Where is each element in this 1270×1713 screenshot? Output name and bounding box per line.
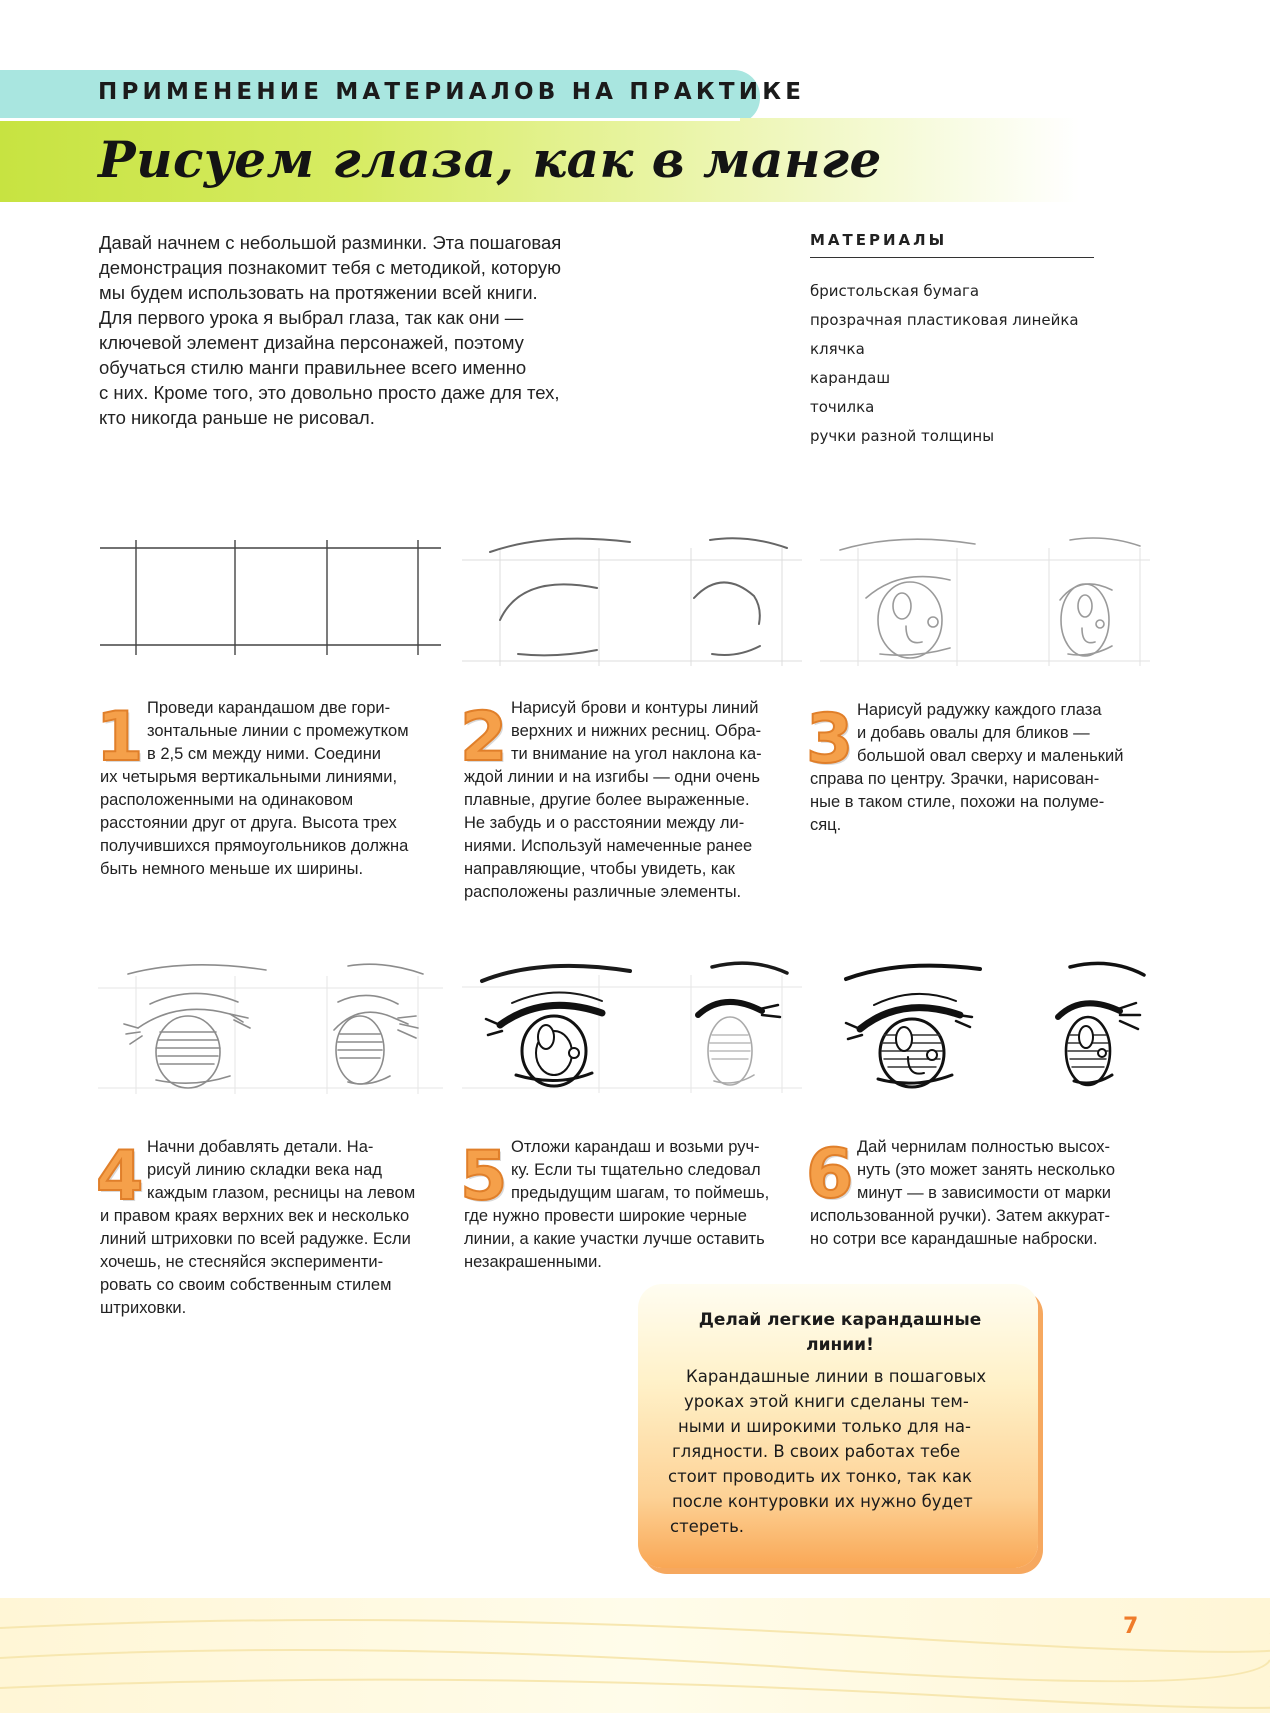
step-line: их четырьмя вертикальными линиями, xyxy=(100,768,398,786)
step-4-number: 4 xyxy=(96,1137,144,1216)
step-5-text xyxy=(464,1136,769,1274)
step-line: верхних и нижних ресниц. Обра- xyxy=(511,722,762,740)
materials-item: прозрачная пластиковая линейка xyxy=(810,311,1079,329)
step-line: хочешь, не стесняйся эксперименти- xyxy=(100,1253,384,1271)
step-4-text xyxy=(100,1136,415,1320)
step-line: Проведи карандашом две гори- xyxy=(147,699,391,717)
materials-divider xyxy=(810,257,1094,258)
step-1-text xyxy=(100,697,409,881)
step-3-number: 3 xyxy=(806,700,854,779)
step-line: каждым глазом, ресницы на левом xyxy=(147,1184,416,1202)
intro-line: ключевой элемент дизайна персонажей, поэтому xyxy=(99,332,524,353)
step-6-text xyxy=(810,1136,1115,1251)
step-line: линий штриховки по всей радужке. Если xyxy=(100,1230,411,1248)
step-line: использованной ручки). Затем аккурат- xyxy=(810,1207,1111,1225)
tip-line: уроках этой книги сделаны тем- xyxy=(684,1392,969,1411)
step-line: в 2,5 см между ними. Соедини xyxy=(147,745,382,763)
step-2-text xyxy=(464,697,762,904)
tip-line: после контуровки их нужно будет xyxy=(672,1492,973,1511)
step-line: предыдущим шагам, то поймешь, xyxy=(511,1184,770,1202)
page-number: 7 xyxy=(1123,1614,1139,1639)
step-line: Дай чернилам полностью высох- xyxy=(857,1138,1110,1156)
step-line: где нужно провести широкие черные xyxy=(464,1207,747,1225)
intro-line: обучаться стилю манги правильнее всего именно xyxy=(99,357,527,378)
header-divider xyxy=(0,118,740,121)
step-line: ровать со своим собственным стилем xyxy=(100,1276,392,1294)
step-line: ти внимание на угол наклона ка- xyxy=(511,745,762,763)
step-line: но сотри все карандашные наброски. xyxy=(810,1230,1098,1248)
intro-paragraph xyxy=(99,230,619,430)
step-5-drawing xyxy=(462,955,802,1100)
step-line: ниями. Используй намеченные ранее xyxy=(464,837,753,855)
intro-line: мы будем использовать на протяжении всей книги. xyxy=(99,282,538,303)
step-line: рисуй линию складки века над xyxy=(147,1161,382,1179)
page-title: Рисуем глаза, как в манге xyxy=(98,130,882,189)
step-line: штриховки. xyxy=(100,1299,187,1317)
step-line: направляющие, чтобы увидеть, как xyxy=(464,860,735,878)
tip-line: стоит проводить их тонко, так как xyxy=(668,1467,973,1486)
step-line: Нарисуй радужку каждого глаза xyxy=(857,701,1102,719)
materials-item: бристольская бумага xyxy=(810,282,980,300)
materials-item: клячка xyxy=(810,340,865,358)
step-line: расположены различные элементы. xyxy=(464,883,742,901)
materials-title: МАТЕРИАЛЫ xyxy=(810,231,948,249)
step-line: большой овал сверху и маленький xyxy=(857,747,1124,765)
step-3-drawing xyxy=(820,528,1150,668)
tip-title xyxy=(690,1308,990,1358)
tip-line: глядности. В своих работах тебе xyxy=(672,1442,961,1461)
step-line: ждой линии и на изгибы — одни очень xyxy=(464,768,760,786)
step-line: и правом краях верхних век и несколько xyxy=(100,1207,410,1225)
materials-item: точилка xyxy=(810,398,875,416)
step-line: быть немного меньше их ширины. xyxy=(100,860,364,878)
section-label: ПРИМЕНЕНИЕ МАТЕРИАЛОВ НА ПРАКТИКЕ xyxy=(98,79,806,105)
tip-body xyxy=(660,1364,1020,1539)
step-line: ку. Если ты тщательно следовал xyxy=(511,1161,761,1179)
intro-line: с них. Кроме того, это довольно просто даже для тех, xyxy=(99,382,560,403)
step-line: незакрашенными. xyxy=(464,1253,602,1271)
step-4-drawing xyxy=(98,958,443,1098)
step-line: расстоянии друг от друга. Высота трех xyxy=(100,814,397,832)
step-line: получившихся прямоугольников должна xyxy=(100,837,409,855)
step-line: нуть (это может занять несколько xyxy=(857,1161,1116,1179)
step-5-number: 5 xyxy=(460,1137,508,1216)
step-line: ные в таком стиле, похожи на полуме- xyxy=(810,793,1105,811)
step-3-text xyxy=(810,699,1123,837)
tip-line: стереть. xyxy=(670,1517,745,1536)
intro-line: Для первого урока я выбрал глаза, так как они — xyxy=(99,307,524,328)
step-line: сяц. xyxy=(810,816,842,834)
footer-stripes xyxy=(0,1598,1270,1713)
step-line: справа по центру. Зрачки, нарисован- xyxy=(810,770,1100,788)
tip-line: ными и широкими только для на- xyxy=(678,1417,971,1436)
materials-item: ручки разной толщины xyxy=(810,427,995,445)
step-1-number: 1 xyxy=(96,698,144,777)
materials-item: карандаш xyxy=(810,369,891,387)
step-6-drawing xyxy=(820,955,1150,1100)
step-2-drawing xyxy=(462,528,802,668)
step-line: минут — в зависимости от марки xyxy=(857,1184,1111,1202)
step-6-number: 6 xyxy=(806,1135,854,1214)
step-2-number: 2 xyxy=(460,698,508,777)
materials-list xyxy=(810,277,1079,451)
step-line: линии, а какие участки лучше оставить xyxy=(464,1230,765,1248)
step-line: и добавь овалы для бликов — xyxy=(857,724,1090,742)
intro-line: демонстрация познакомит тебя с методикой, которую xyxy=(99,257,561,278)
step-line: Не забудь и о расстоянии между ли- xyxy=(464,814,745,832)
intro-line: Давай начнем с небольшой разминки. Эта пошаговая xyxy=(99,232,562,253)
tip-title-line: Делай легкие карандашные xyxy=(698,1310,982,1330)
step-1-drawing xyxy=(98,530,443,665)
step-line: Отложи карандаш и возьми руч- xyxy=(511,1138,760,1156)
tip-title-line: линии! xyxy=(806,1335,874,1355)
step-line: Нарисуй брови и контуры линий xyxy=(511,699,759,717)
intro-line: кто никогда раньше не рисовал. xyxy=(99,407,375,428)
tip-line: Карандашные линии в пошаговых xyxy=(686,1367,987,1386)
step-line: зонтальные линии с промежутком xyxy=(147,722,409,740)
step-line: Начни добавлять детали. На- xyxy=(147,1138,374,1156)
step-line: плавные, другие более выраженные. xyxy=(464,791,750,809)
step-line: расположенными на одинаковом xyxy=(100,791,354,809)
